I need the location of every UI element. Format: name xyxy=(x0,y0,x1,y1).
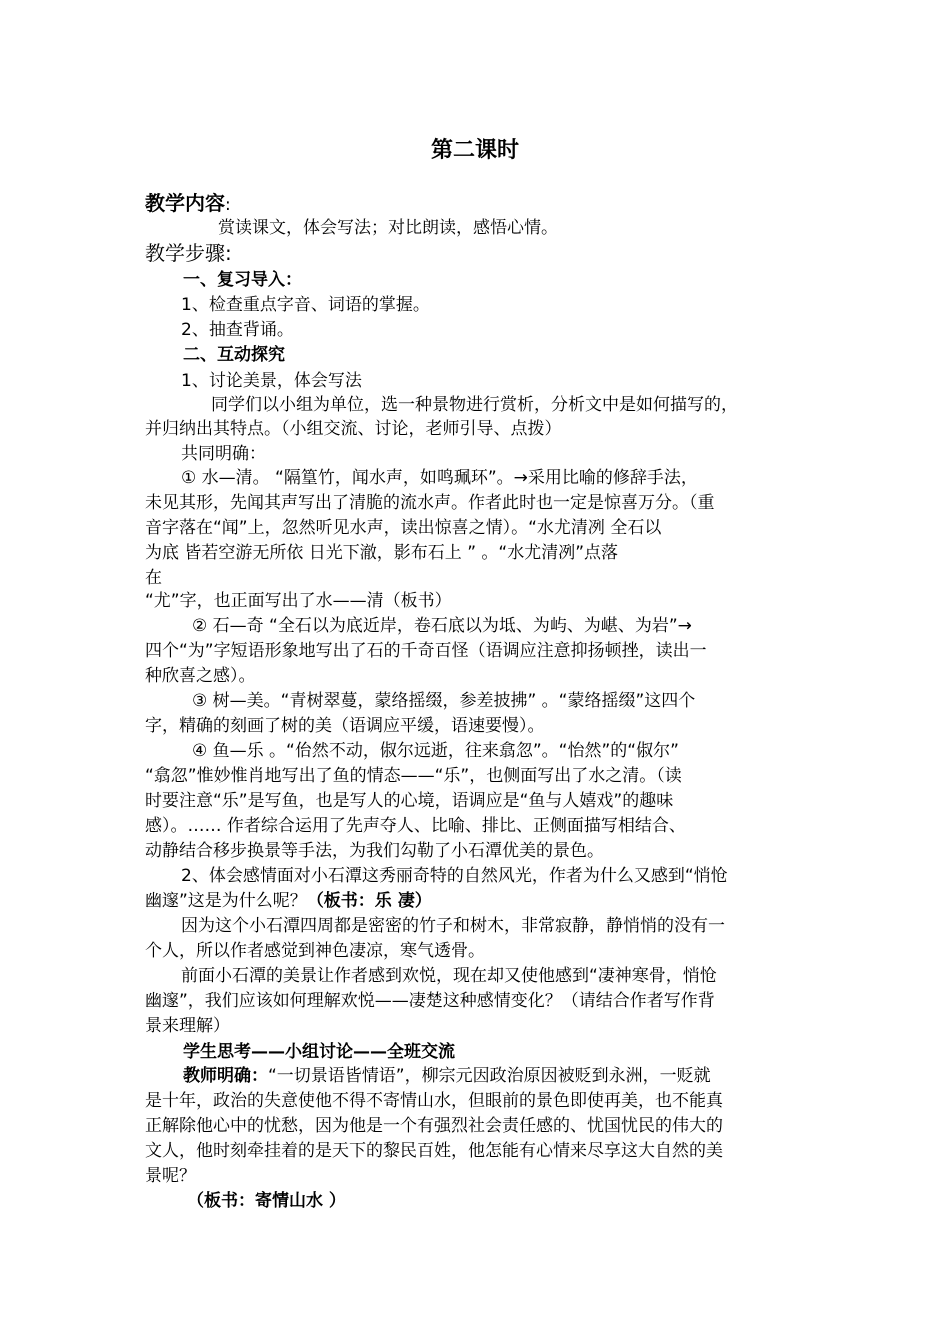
paragraph-line: 个人，所以作者感觉到神色凄凉，寒气透骨。 xyxy=(145,941,485,961)
teacher-clarify-label: 教师明确： xyxy=(183,1066,268,1086)
paragraph-line: 音字落在“闻”上，忽然听见水声，读出惊喜之情）。“水尤清冽 全石以 xyxy=(145,518,662,538)
paragraph-line-with-board-note xyxy=(145,889,805,914)
paragraph-line: 景来理解） xyxy=(145,1016,230,1036)
section-1-item-1: 1、检查重点字音、词语的掌握。 xyxy=(181,295,430,315)
paragraph-text: 幽邃”这是为什么呢？ xyxy=(145,891,307,911)
paragraph-line: “翕忽”惟妙惟肖地写出了鱼的情态——“乐”，也侧面写出了水之清。（读 xyxy=(145,766,682,786)
paragraph-line: 前面小石潭的美景让作者感到欢悦，现在却又使他感到“凄神寒骨，悄怆 xyxy=(181,966,717,986)
paragraph-line: 字，精确的刻画了树的美（语调应平缓，语速要慢）。 xyxy=(145,716,545,736)
paragraph-line: 未见其形，先闻其声写出了清脆的流水声。作者此时也一定是惊喜万分。（重 xyxy=(145,493,715,513)
paragraph-line: 景呢？ xyxy=(145,1166,196,1186)
paragraph-line: 动静结合移步换景等手法，为我们勾勒了小石潭优美的景色。 xyxy=(145,841,604,861)
paragraph-line: 四个“为”字短语形象地写出了石的千奇百怪（语调应注意抑扬顿挫，读出一 xyxy=(145,641,707,661)
paragraph-line: 因为这个小石潭四周都是密密的竹子和树木，非常寂静，静悄悄的没有一 xyxy=(181,916,725,936)
content-text: 赏读课文，体会写法；对比朗读，感悟心情。 xyxy=(218,218,558,238)
steps-heading: 教学步骤: xyxy=(145,241,232,265)
paragraph-line: ④ 鱼—乐 。“佁然不动，俶尔远逝，往来翕忽”。“怡然”的“俶尔” xyxy=(192,741,679,761)
paragraph-line: 1、讨论美景，体会写法 xyxy=(181,371,362,391)
content-heading-line xyxy=(145,191,805,218)
paragraph-text: “一切景语皆情语”，柳宗元因政治原因被贬到永洲，一贬就 xyxy=(268,1066,711,1086)
paragraph-line: 2、体会感情面对小石潭这秀丽奇特的自然风光，作者为什么又感到“悄怆 xyxy=(181,866,728,886)
student-activity: 学生思考——小组讨论——全班交流 xyxy=(183,1042,455,1062)
paragraph-line: 并归纳出其特点。（小组交流、讨论，老师引导、点拨） xyxy=(145,419,562,439)
page-title: 第二课时 xyxy=(430,138,519,163)
paragraph-line: 时要注意“乐”是写鱼，也是写人的心境，语调应是“鱼与人嬉戏”的趣味 xyxy=(145,791,674,811)
paragraph-line: 正解除他心中的忧愁，因为他是一个有强烈社会责任感的、忧国忧民的伟大的 xyxy=(145,1116,723,1136)
paragraph-line: 文人，他时刻牵挂着的是天下的黎民百姓，他怎能有心情来尽享这大自然的美 xyxy=(145,1141,723,1161)
section-1-item-2: 2、抽查背诵。 xyxy=(181,320,294,340)
content-heading: 教学内容 xyxy=(145,191,225,215)
teacher-clarify-line xyxy=(183,1064,808,1089)
paragraph-line: 共同明确： xyxy=(181,444,266,464)
paragraph-line: 为底 皆若空游无所依 日光下澈，影布石上 ” 。“水尤清冽”点落 xyxy=(145,543,619,563)
paragraph-line: 种欣喜之感）。 xyxy=(145,666,256,686)
paragraph-line: “尤”字，也正面写出了水——清（板书） xyxy=(145,591,452,611)
paragraph-line: ③ 树—美。“青树翠蔓，蒙络摇缀，参差披拂” 。“蒙络摇缀”这四个 xyxy=(192,691,696,711)
paragraph-line: 同学们以小组为单位，选一种景物进行赏析，分析文中是如何描写的， xyxy=(211,395,738,415)
board-note-final: （板书：寄情山水 ） xyxy=(187,1191,346,1211)
paragraph-line: 是十年，政治的失意使他不得不寄情山水，但眼前的景色即使再美，也不能真 xyxy=(145,1091,723,1111)
paragraph-line: ① 水—清。 “隔篁竹，闻水声，如鸣珮环”。→采用比喻的修辞手法， xyxy=(181,468,698,488)
section-1-title: 一、复习导入： xyxy=(183,270,302,290)
paragraph-line: 幽邃”，我们应该如何理解欢悦——凄楚这种感情变化？（请结合作者写作背 xyxy=(145,991,715,1011)
paragraph-line: ② 石—奇 “全石以为底近岸，卷石底以为坻、为屿、为嵁、为岩”→ xyxy=(192,616,692,636)
section-2-title: 二、互动探究 xyxy=(183,345,285,365)
paragraph-line: 感）。…… 作者综合运用了先声夺人、比喻、排比、正侧面描写相结合、 xyxy=(145,816,686,836)
content-heading-colon: : xyxy=(225,195,231,215)
paragraph-line: 在 xyxy=(145,568,162,588)
board-note: （板书：乐 凄） xyxy=(306,891,432,911)
